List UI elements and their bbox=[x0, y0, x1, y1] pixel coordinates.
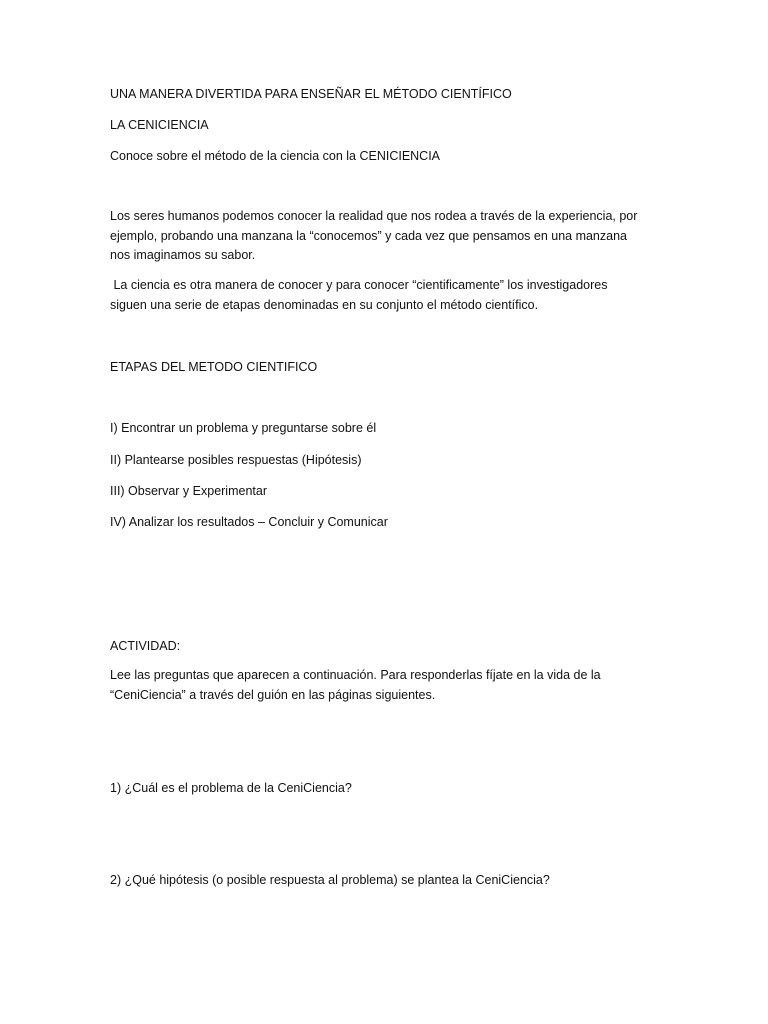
paragraph-line: siguen una serie de etapas denominadas en su conjunto el método científico. bbox=[110, 297, 539, 312]
paragraph-line: Lee las preguntas que aparecen a continuación. Para responderlas fíjate en la vida de la bbox=[110, 668, 601, 682]
paragraph-line: Los seres humanos podemos conocer la realidad que nos rodea a través de la experiencia, por bbox=[110, 209, 638, 223]
document-title: UNA MANERA DIVERTIDA PARA ENSEÑAR EL MÉTODO CIENTÍFICO bbox=[110, 87, 512, 101]
intro-text: Conoce sobre el método de la ciencia con la CENICIENCIA bbox=[110, 149, 441, 163]
stage-item: IV) Analizar los resultados – Concluir y Comunicar bbox=[110, 515, 388, 529]
stage-item: I) Encontrar un problema y preguntarse sobre él bbox=[110, 421, 377, 435]
stages-heading: ETAPAS DEL METODO CIENTIFICO bbox=[110, 360, 318, 374]
stage-item: II) Plantearse posibles respuestas (Hipótesis) bbox=[110, 453, 362, 467]
question-item: 2) ¿Qué hipótesis (o posible respuesta al problema) se plantea la CeniCiencia? bbox=[110, 873, 550, 887]
paragraph-experience bbox=[110, 207, 670, 266]
paragraph-line: ejemplo, probando una manzana la “conocemos” y cada vez que pensamos en una manzana bbox=[110, 228, 627, 243]
stage-item: III) Observar y Experimentar bbox=[110, 484, 267, 498]
paragraph-science bbox=[110, 276, 670, 315]
paragraph-line: nos imaginamos su sabor. bbox=[110, 248, 256, 262]
paragraph-line: La ciencia es otra manera de conocer y para conocer “cientificamente” los investigadores bbox=[110, 278, 608, 292]
activity-text bbox=[110, 666, 670, 705]
document-subtitle: LA CENICIENCIA bbox=[110, 118, 209, 132]
activity-heading: ACTIVIDAD: bbox=[110, 639, 181, 653]
paragraph-line: “CeniCiencia” a través del guión en las páginas siguientes. bbox=[110, 687, 436, 702]
question-item: 1) ¿Cuál es el problema de la CeniCiencia? bbox=[110, 781, 352, 795]
